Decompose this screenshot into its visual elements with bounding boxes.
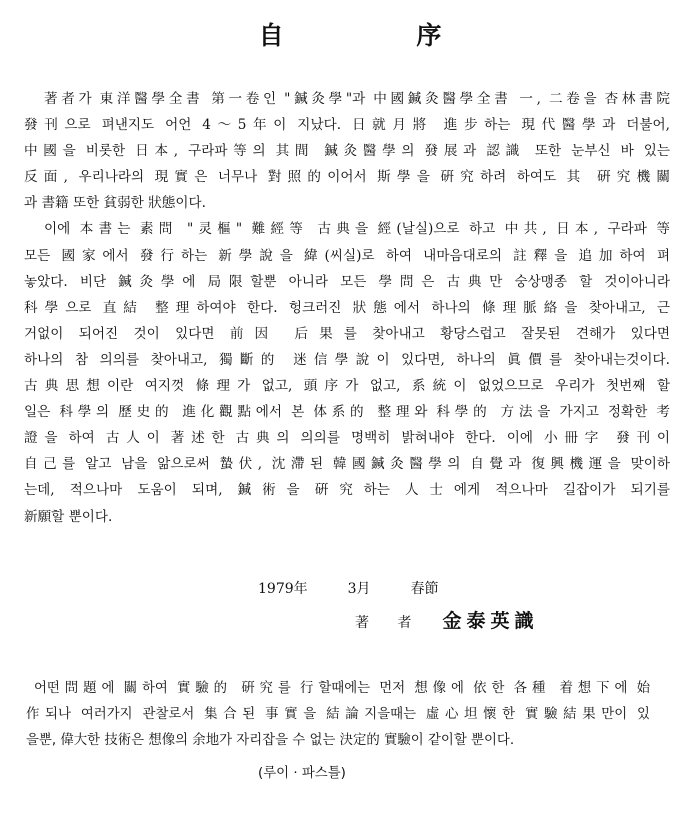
text-line: 反面, 우리나라의 現實은 너무나 對照的이어서 斯學을 硏究하려 하여도 其 硏究機關 [24, 169, 670, 186]
text-line: 과 書籍 또한 貧弱한 狀態이다. [24, 195, 206, 212]
quote-line: 作되나 여러가지 관찰로서 集合된 事實을 結論지을때는 虛心坦懷한 實驗結果만이 있 [26, 707, 650, 722]
quote-attribution: (루이 · 파스틀) [258, 766, 346, 781]
date-month: 3月 [347, 581, 371, 597]
paragraph-1 [24, 86, 670, 216]
quote-line: 어떤問題에 關하여 實驗的 硏究를 行할때에는 먼저 想像에 依한 各種 着想下에 始 [34, 681, 650, 696]
page-title: 自 序 [258, 21, 504, 50]
text-line: 發刊으로 펴낸지도 어언 4～5年이 지났다. 日就月將 進步하는 現代醫學과 더불어, [24, 117, 670, 134]
preface-body [24, 86, 670, 530]
text-line: 著者가 東洋醫學全書 第一卷인 "鍼灸學"과 中國鍼灸醫學全書 一, 二卷을 杏林書院 [44, 91, 670, 107]
text-line: 하나의 참 의의를 찾아내고, 獨斷的 迷信學說이 있다면, 하나의 眞價를 찾아내는것이다. [24, 351, 670, 368]
author-label: 著 者 [355, 615, 424, 631]
text-line: 中國을 비롯한 日本, 구라파等의 其間 鍼灸醫學의 發展과 認識 또한 눈부신 바 있는 [24, 143, 670, 160]
date-line [258, 578, 479, 598]
author-signature [355, 606, 539, 633]
date-season: 春節 [410, 581, 439, 597]
text-line: 는데, 적으나마 도움이 되며, 鍼術을 硏究하는 人士에게 적으나마 길잡이가 되기를 [24, 482, 670, 499]
text-line: 新願할 뿐이다. [24, 508, 113, 525]
text-line: 거없이 되어진 것이 있다면 前因 后果를 찾아내고 황당스럽고 잘못된 견해가 있다면 [24, 325, 670, 342]
text-line: 科學으로 直結 整理하여야 한다. 헝크러진 狀態에서 하나의 條理脈絡을 찾아내고, 근 [24, 299, 670, 316]
text-line: 自己를 알고 남을 앎으로써 蟄伏, 沈滯된 韓國鍼灸醫學의 自覺과 復興機運을 맞이하 [24, 456, 670, 473]
text-line: 古典思想이란 여지껏 條理가 없고, 頭序가 없고, 系統이 없었으므로 우리가 첫번째 할 [24, 378, 670, 395]
date-year: 1979年 [258, 581, 308, 597]
text-line: 놓았다. 비단 鍼灸學에 局限할뿐 아니라 모든 學問은 古典만 숭상맹종 할 것이아니라 [24, 273, 670, 290]
text-line: 證을 하여 古人이 著述한 古典의 의의를 명백히 밝혀내야 한다. 이에 小冊字 發刊이 [24, 430, 670, 447]
paragraph-2 [24, 216, 670, 529]
quote-line: 을뿐, 偉大한 技術은 想像의 余地가 자리잡을 수 없는 決定的 實驗이 같이할 뿐이다. [26, 733, 515, 748]
epigraph-quote [26, 676, 650, 754]
text-line: 일은 科學의 歷史的 進化觀點에서 본 体系的 整理와 科學的 方法을 가지고 정확한 考 [24, 404, 670, 421]
text-line: 이에 本書는 素問 "灵樞" 難經等 古典을 經(날실)으로 하고 中共, 日本, 구라파 等 [44, 221, 670, 238]
text-line: 모든 國家에서 發行하는 新學說을 緯(씨실)로 하여 내마음대로의 註釋을 追加하여 펴 [24, 247, 670, 264]
author-name: 金泰英識 [442, 610, 539, 632]
